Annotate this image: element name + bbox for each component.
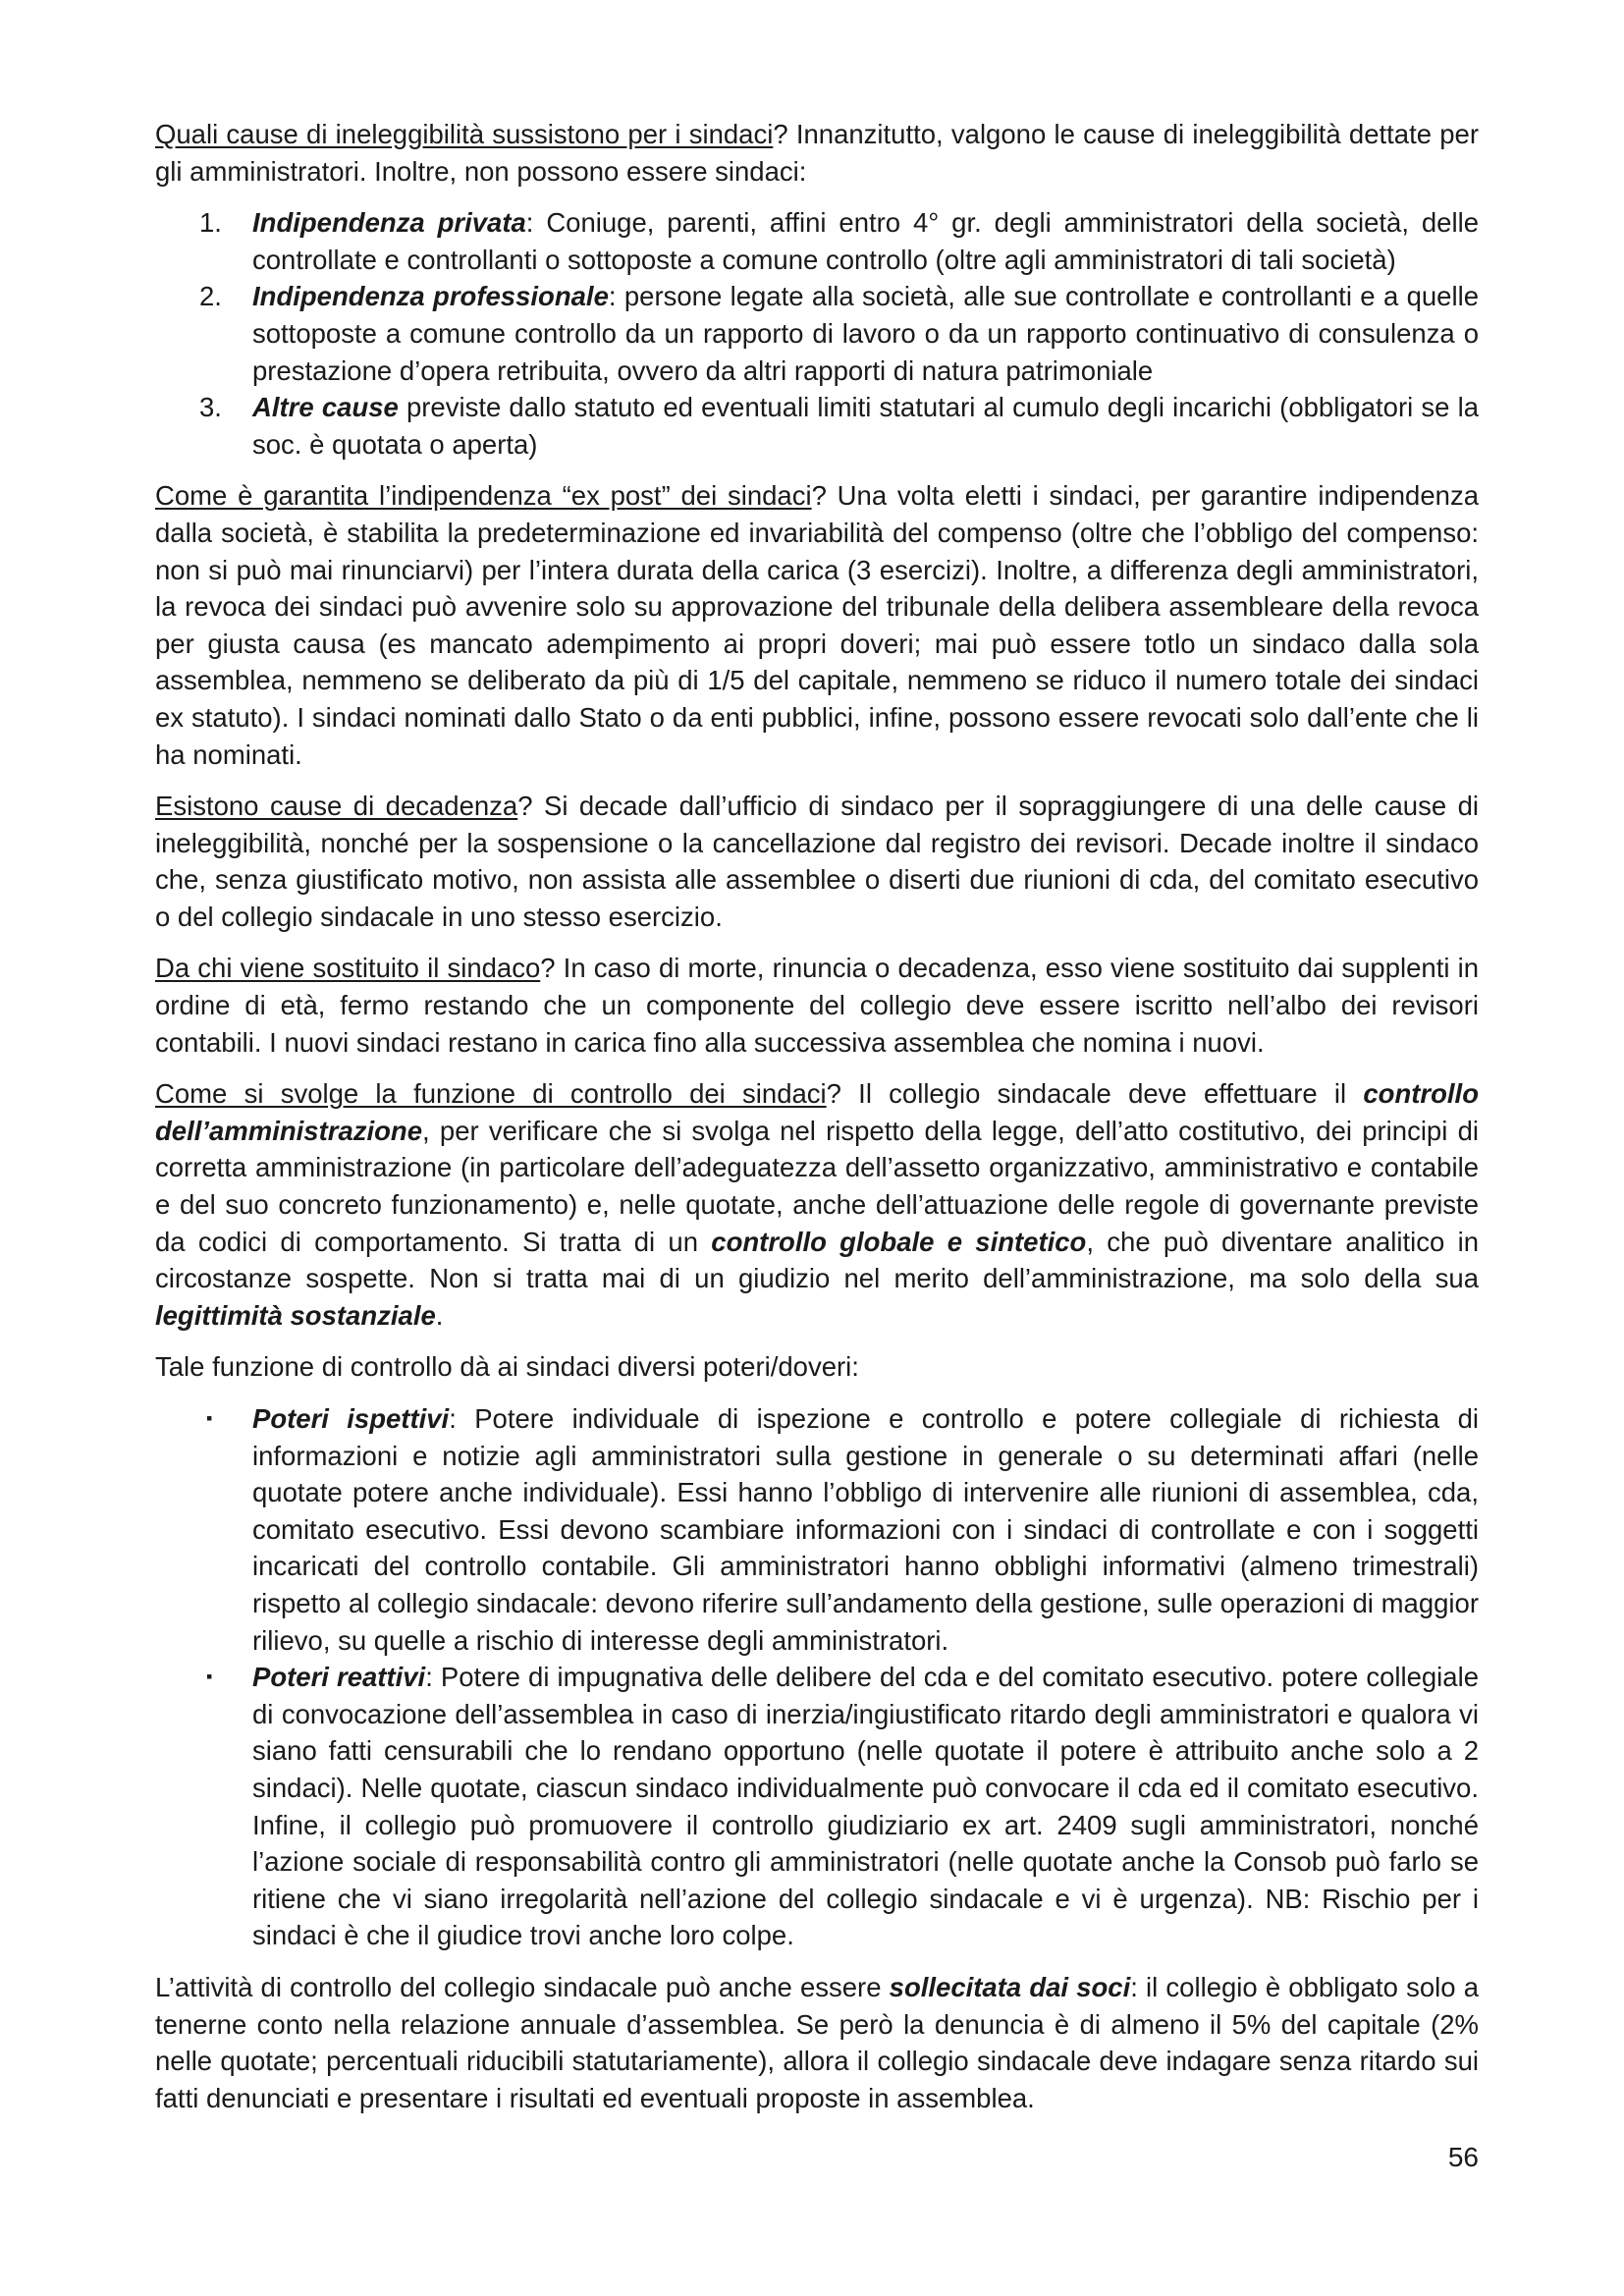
paragraph-text: ? Una volta eletti i sindaci, per garantire indipendenza dalla società, è stabilita la predeterminazione ed invariabilità del compenso (oltre che l’obbligo del compenso: non si può mai rinunciarvi) per l’intera durata della carica (3 esercizi). Inoltre, a differenza degli amministratori, la revoca dei sindaci può avvenire solo su approvazione del tribunale della delibera assembleare della revoca per giusta causa (es mancato adempimento ai propri doveri; mai può essere totlo un sindaco dalla sola assemblea, nemmeno se deliberato da più di 1/5 del capitale, nemmeno se riduco il numero totale dei sindaci ex statuto). I sindaci nominati dallo Stato o da enti pubblici, infine, possono essere revocati solo dall’ente che li ha nominati. bbox=[155, 480, 1479, 770]
question-heading: Esistono cause di decadenza bbox=[155, 791, 518, 822]
square-bullet-icon: ▪ bbox=[206, 1408, 213, 1428]
list-number: 3. bbox=[199, 392, 222, 423]
list-text: : persone legate alla società, alle sue controllate e controllanti e a quelle sottoposte a comune controllo da un rapporto di lavoro o da un rapporto continuativo di consulenza o prestazione d’opera retribuita, ovvero da altri rapporti di natura patrimoniale bbox=[252, 281, 1479, 386]
paragraph-text: ? In caso di morte, rinuncia o decadenza, esso viene sostituito dai supplenti in ordine di età, fermo restando che un componente del collegio deve essere iscritto nell’albo dei revisori contabili. I nuovi sindaci restano in carica fino alla successiva assemblea che nomina i nuovi. bbox=[155, 953, 1479, 1058]
paragraph-text: , che può diventare analitico in circostanze sospette. Non si tratta mai di un giudizio nel merito dell’amministrazione, ma solo della sua bbox=[155, 1226, 1479, 1294]
document-page bbox=[155, 116, 1479, 2131]
paragraph-text: , per verificare che si svolga nel rispetto della legge, dell’atto costitutivo, dei principi di corretta amministrazione (in particolare dell’adeguatezza dell’assetto organizzativo, amministrativo e contabile e del suo concreto funzionamento) e, nelle quotate, anche dell’attuazione delle regole di governante previste da codici di comportamento. Si tratta di un bbox=[155, 1115, 1479, 1257]
list-term: Poteri ispettivi bbox=[252, 1403, 450, 1434]
emphasis-term: controllo globale e sintetico bbox=[711, 1226, 1087, 1257]
list-text: : Coniuge, parenti, affini entro 4° gr. degli amministratori della società, delle controllate e controllanti o sottoposte a comune controllo (oltre agli amministratori di tali società) bbox=[252, 207, 1479, 275]
list-item bbox=[155, 278, 1479, 389]
emphasis-term: legittimità sostanziale bbox=[155, 1299, 436, 1331]
paragraph-control-function bbox=[155, 1075, 1479, 1334]
list-term: Altre cause bbox=[252, 392, 399, 423]
list-item bbox=[155, 1659, 1479, 1954]
list-item bbox=[155, 204, 1479, 278]
list-item bbox=[155, 1400, 1479, 1659]
question-heading: Quali cause di ineleggibilità sussistono per i sindaci bbox=[155, 119, 774, 149]
paragraph-decadence bbox=[155, 788, 1479, 935]
list-term: Indipendenza privata bbox=[252, 207, 526, 239]
question-heading: Da chi viene sostituito il sindaco bbox=[155, 953, 541, 984]
list-term: Poteri reattivi bbox=[252, 1662, 426, 1693]
list-number: 2. bbox=[199, 281, 222, 312]
paragraph-independence bbox=[155, 477, 1479, 773]
list-text: previste dallo statuto ed eventuali limiti statutari al cumulo degli incarichi (obbligatori se la soc. è quotata o aperta) bbox=[252, 392, 1479, 460]
paragraph-text: ? Il collegio sindacale deve effettuare il bbox=[826, 1078, 1364, 1110]
paragraph-text: ? Innanzitutto, valgono le cause di ineleggibilità dettate per gli amministratori. Inoltre, non possono essere sindaci: bbox=[155, 119, 1479, 187]
emphasis-term: sollecitata dai soci bbox=[889, 1971, 1131, 2002]
paragraph-text: : il collegio è obbligato solo a tenerne conto nella relazione annuale d’assemblea. Se però la denuncia è di almeno il 5% del capitale (2% nelle quotate; percentuali riducibili statutariamente), allora il collegio sindacale deve indagare senza ritardo sui fatti denunciati e presentare i risultati ed eventuali proposte in assemblea. bbox=[155, 1971, 1479, 2113]
page-number: 56 bbox=[1447, 2142, 1479, 2172]
square-bullet-icon: ▪ bbox=[206, 1667, 213, 1687]
list-text: : Potere di impugnativa delle delibere del cda e del comitato esecutivo. potere collegiale di convocazione dell’assemblea in caso di inerzia/ingiustificato ritardo degli amministratori e qualora vi siano fatti censurabili che lo rendano opportuno (nelle quotate il potere è attribuito anche solo a 2 sindaci). Nelle quotate, ciascun sindaco individualmente può convocare il cda ed il comitato esecutivo. Infine, il collegio può promuovere il controllo giudiziario ex art. 2409 sugli amministratori, nonché l’azione sociale di responsabilità contro gli amministratori (nelle quotate anche la Consob può farlo se ritiene che vi siano irregolarità nell’azione del collegio sindacale e vi è urgenza). NB: Rischio per i sindaci è che il giudice trovi anche loro colpe. bbox=[252, 1662, 1479, 1951]
list-number: 1. bbox=[199, 207, 222, 239]
paragraph-substitution bbox=[155, 950, 1479, 1061]
question-heading: Come si svolge la funzione di controllo dei sindaci bbox=[155, 1078, 827, 1110]
list-term: Indipendenza professionale bbox=[252, 281, 609, 312]
question-heading: Come è garantita l’indipendenza “ex post” dei sindaci bbox=[155, 480, 812, 512]
list-text: : Potere individuale di ispezione e controllo e potere collegiale di richiesta di informazioni e notizie agli amministratori sulla gestione in generale o su determinati affari (nelle quotate potere anche individuale). Essi hanno l’obbligo di intervenire alle riunioni di assemblea, cda, comitato esecutivo. Essi devono scambiare informazioni con i sindaci di controllate e con i soggetti incaricati del controllo contabile. Gli amministratori hanno obblighi informativi (almeno trimestrali) rispetto al collegio sindacale: devono riferire sull’andamento della gestione, sulle operazioni di maggior rilievo, su quelle a rischio di interesse degli amministratori. bbox=[252, 1403, 1479, 1656]
powers-list bbox=[155, 1400, 1479, 1954]
paragraph-powers-intro: Tale funzione di controllo dà ai sindaci diversi poteri/doveri: bbox=[155, 1351, 859, 1383]
paragraph-text: ? Si decade dall’ufficio di sindaco per il sopraggiungere di una delle cause di ineleggibilità, nonché per la sospensione o la cancellazione dal registro dei revisori. Decade inoltre il sindaco che, senza giustificato motivo, non assista alle assemblee o diserti due riunioni di cda, del comitato esecutivo o del collegio sindacale in uno stesso esercizio. bbox=[155, 791, 1479, 932]
paragraph-text: L’attività di controllo del collegio sindacale può anche essere bbox=[155, 1971, 890, 2002]
ineligibility-list bbox=[155, 204, 1479, 463]
paragraph-shareholder-complaint bbox=[155, 1969, 1479, 2116]
paragraph-text: . bbox=[435, 1299, 444, 1331]
list-item bbox=[155, 389, 1479, 463]
emphasis-term: controllo dell’amministrazione bbox=[155, 1078, 1479, 1146]
paragraph-ineligibility bbox=[155, 116, 1479, 190]
